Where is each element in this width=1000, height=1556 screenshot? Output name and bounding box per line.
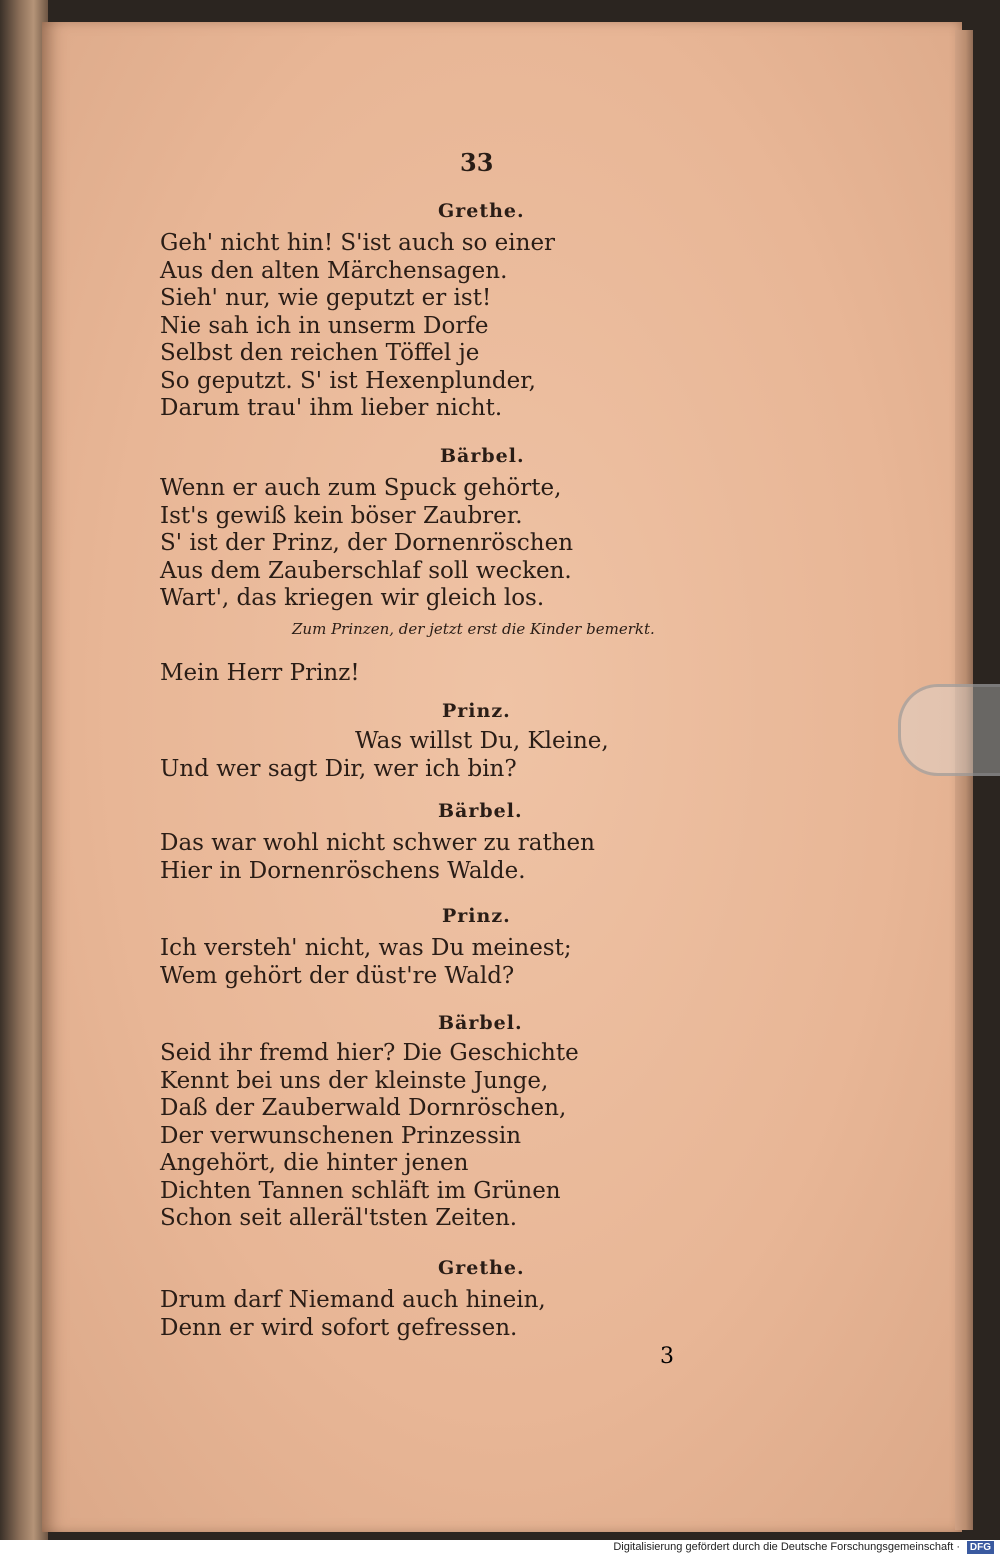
verse-line: Ist's gewiß kein böser Zaubrer. [160,502,523,529]
verse-line: Nie sah ich in unserm Dorfe [160,312,489,339]
verse-line: Hier in Dornenröschens Walde. [160,857,526,884]
verse-line: So geputzt. S' ist Hexenplunder, [160,367,536,394]
verse-line: Denn er wird sofort gefressen. [160,1314,518,1341]
signature-mark: 3 [660,1344,674,1369]
speaker-name: Grethe. [438,200,525,222]
verse-block [160,1287,546,1342]
speaker-name: Bärbel. [438,1012,523,1034]
left-page-edge [0,0,48,1540]
stage-direction: Zum Prinzen, der jetzt erst die Kinder bemerkt. [292,620,655,638]
verse-line: Darum trau' ihm lieber nicht. [160,395,503,421]
verse-line: Sieh' nur, wie geputzt er ist! [160,285,492,311]
verse-block [160,230,555,423]
speaker-name: Prinz. [442,905,511,927]
page-number: 33 [460,148,494,177]
verse-line: S' ist der Prinz, der Dornenröschen [160,530,574,556]
digitization-footer [0,1540,1000,1556]
scan-clip-icon [898,684,1000,776]
verse-line: Was willst Du, Kleine, [355,728,609,754]
page-stack-edge [955,30,973,1530]
verse-line: Das war wohl nicht schwer zu rathen [160,830,595,856]
verse-line: Angehört, die hinter jenen [160,1150,469,1176]
verse-line: Und wer sagt Dir, wer ich bin? [160,756,517,782]
verse-line: Aus dem Zauberschlaf soll wecken. [160,557,572,584]
verse-line: Daß der Zauberwald Dornröschen, [160,1095,567,1121]
verse-line: Mein Herr Prinz! [160,660,360,686]
verse-line: Wenn er auch zum Spuck gehörte, [160,475,562,501]
verse-block [160,830,595,885]
verse-line: Der verwunschenen Prinzessin [160,1122,522,1149]
verse-line: Geh' nicht hin! S'ist auch so einer [160,230,556,256]
footer-credit: Digitalisierung gefördert durch die Deutsche Forschungsgemeinschaft · [613,1541,960,1553]
speaker-name: Grethe. [438,1257,525,1279]
verse-block [160,1040,579,1233]
verse-line: Drum darf Niemand auch hinein, [160,1287,546,1313]
speaker-name: Bärbel. [438,800,523,822]
speaker-name: Bärbel. [440,445,525,467]
verse-line: Dichten Tannen schläft im Grünen [160,1177,561,1204]
verse-line: Wem gehört der düst're Wald? [160,962,515,989]
verse-line: Ich versteh' nicht, was Du meinest; [160,935,572,961]
verse-line: Wart', das kriegen wir gleich los. [160,585,545,611]
verse-block [160,935,572,990]
verse-line: Selbst den reichen Töffel je [160,340,480,366]
verse-line: Aus den alten Märchensagen. [160,257,508,284]
dfg-logo-icon: DFG [967,1541,994,1554]
verse-line: Kennt bei uns der kleinste Junge, [160,1067,549,1094]
verse-line: Seid ihr fremd hier? Die Geschichte [160,1040,579,1066]
verse-block [160,475,573,613]
speaker-name: Prinz. [442,700,511,722]
verse-line: Schon seit alleräl'tsten Zeiten. [160,1205,518,1231]
